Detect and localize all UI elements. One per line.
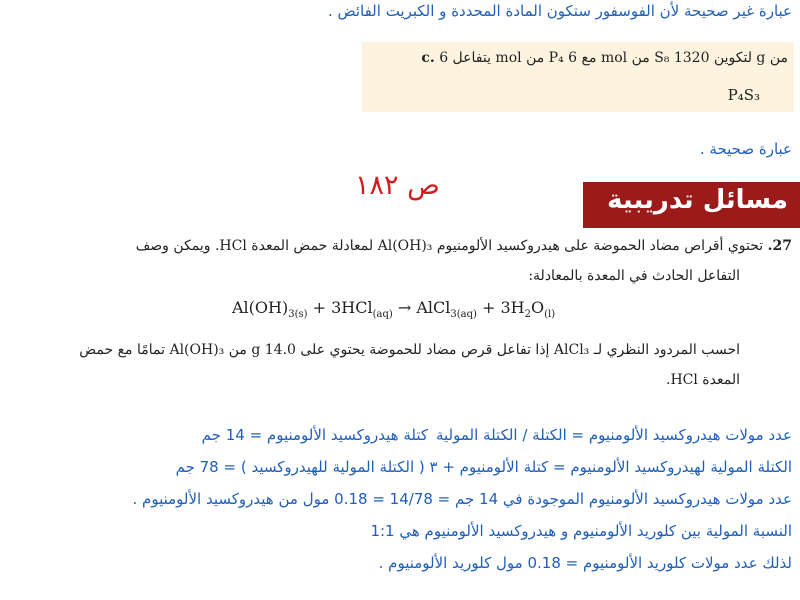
eq-sub1: 3(s) xyxy=(288,309,308,321)
eq-reactant2: + 3HCl xyxy=(307,298,373,317)
solution-molar-mass: الكتلة المولية لهيدروكسيد الألومنيوم = كتلة الألومنيوم + ٣ ( الكتلة المولية للهيدروكسيد ) = 78 جم xyxy=(175,458,792,476)
problem-line2: التفاعل الحادث في المعدة بالمعادلة: xyxy=(528,268,740,284)
answer-b-text: عبارة غير صحيحة لأن الفوسفور ستكون المادة المحددة و الكبريت الفائض . xyxy=(327,2,792,20)
solution-moles-formula: كتلة هيدروكسيد الألومنيوم = 14 جم xyxy=(201,426,428,444)
solution-mass: عدد مولات هيدروكسيد الألومنيوم = الكتلة / الكتلة المولية xyxy=(435,426,792,444)
problem-line1-text: تحتوي أقراص مضاد الحموضة على هيدروكسيد الألومنيوم Al(OH)₃ لمعادلة حمض المعدة HCl. ويمكن وصف xyxy=(135,238,764,254)
statement-c-text: يتفاعل 6 mol من P₄ مع 6 mol من S₈ لتكوين 1320 g من xyxy=(439,50,788,66)
page-reference: ص ١٨٢ xyxy=(355,170,440,201)
eq-product2: + 3H xyxy=(476,298,525,317)
problem-line1 xyxy=(12,238,792,254)
eq-sub3: 3(aq) xyxy=(450,309,477,321)
statement-c-box xyxy=(362,42,794,112)
section-banner xyxy=(583,182,800,228)
eq-sub4: 2 xyxy=(524,309,532,321)
answer-c-text: عبارة صحيحة . xyxy=(699,140,792,158)
solution-result: لذلك عدد مولات كلوريد الألومنيوم = 0.18 مول كلوريد الألومنيوم . xyxy=(378,554,792,572)
problem-line3: احسب المردود النظري لـ AlCl₃ إذا تفاعل قرص مضاد للحموضة يحتوي على 14.0 g من Al(OH)₃ تمامًا مع حمض xyxy=(79,342,740,358)
eq-product2-o: O xyxy=(531,298,545,317)
statement-c-line1 xyxy=(363,50,788,66)
eq-product1: → AlCl xyxy=(392,298,451,317)
problem-line4: المعدة HCl. xyxy=(666,372,740,388)
eq-sub2: (aq) xyxy=(372,309,393,321)
solution-moles: عدد مولات هيدروكسيد الألومنيوم الموجودة في 14 جم = 14/78 = 0.18 مول من هيدروكسيد الألومنيوم . xyxy=(132,490,792,508)
eq-reactant1: Al(OH) xyxy=(232,298,289,317)
eq-sub5: (l) xyxy=(544,309,556,321)
statement-c-line2: P₄S₃ xyxy=(727,86,760,104)
chemical-equation xyxy=(232,298,555,320)
statement-c-letter: c. xyxy=(421,50,435,66)
banner-title: مسائل تدريبية xyxy=(607,185,788,215)
problem-number: 27. xyxy=(767,238,792,254)
solution-mole-ratio: النسبة المولية بين كلوريد الألومنيوم و هيدروكسيد الألومنيوم هي 1:1 xyxy=(370,522,792,540)
